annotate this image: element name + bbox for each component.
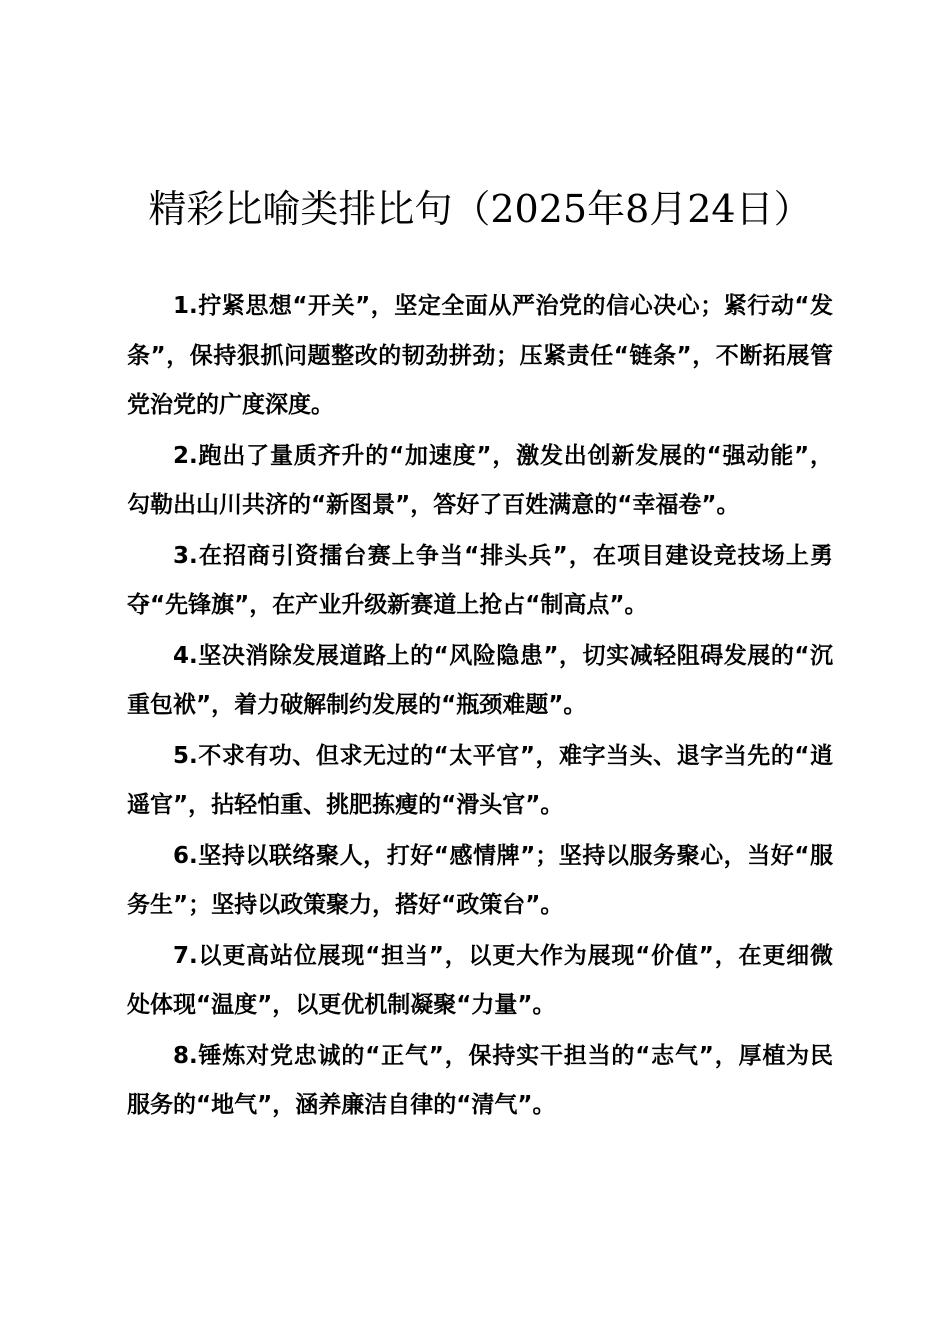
document-title: 精彩比喻类排比句（2025年8月24日）	[148, 187, 812, 231]
paragraph-7: 7.以更高站位展现“担当”，以更大作为展现“价值”，在更细微处体现“温度”，以更优机制凝聚“力量”。	[127, 942, 833, 1018]
paragraph-3: 3.在招商引资擂台赛上争当“排头兵”，在项目建设竞技场上勇夺“先锋旗”，在产业升级新赛道上抢占“制高点”。	[127, 542, 833, 618]
paragraph-6: 6.坚持以联络聚人，打好“感情牌”；坚持以服务聚心，当好“服务生”；坚持以政策聚力，搭好“政策台”。	[127, 842, 833, 918]
document-body	[127, 282, 833, 1132]
paragraph-1: 1.拧紧思想“开关”，坚定全面从严治党的信心决心；紧行动“发条”，保持狠抓问题整改的韧劲拼劲；压紧责任“链条”，不断拓展管党治党的广度深度。	[127, 293, 833, 418]
paragraph-8: 8.锤炼对党忠诚的“正气”，保持实干担当的“志气”，厚植为民服务的“地气”，涵养廉洁自律的“清气”。	[127, 1042, 833, 1118]
paragraph-5: 5.不求有功、但求无过的“太平官”，难字当头、退字当先的“逍遥官”，拈轻怕重、挑肥拣瘦的“滑头官”。	[127, 742, 833, 818]
paragraph-2: 2.跑出了量质齐升的“加速度”，激发出创新发展的“强动能”，勾勒出山川共济的“新图景”，答好了百姓满意的“幸福卷”。	[127, 442, 833, 518]
paragraph-4: 4.坚决消除发展道路上的“风险隐患”，切实减轻阻碍发展的“沉重包袱”，着力破解制约发展的“瓶颈难题”。	[127, 642, 833, 718]
